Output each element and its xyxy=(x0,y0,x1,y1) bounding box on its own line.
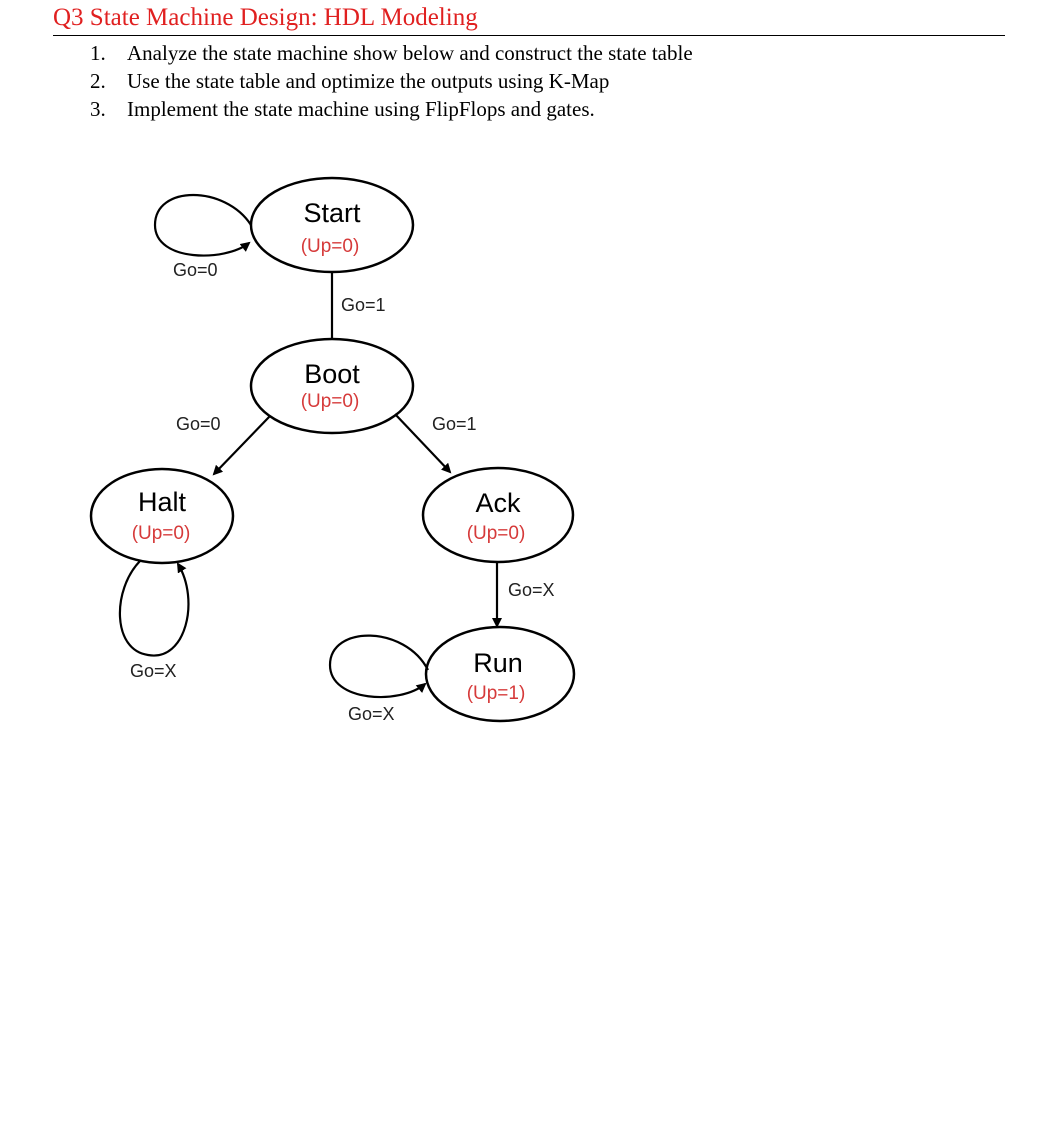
task-text: Use the state table and optimize the outputs using K-Map xyxy=(127,69,610,93)
transition-start-self-arrow xyxy=(155,195,251,256)
transition-ack-run xyxy=(497,562,555,626)
transition-start-boot-label: Go=1 xyxy=(341,295,386,315)
state-ack-name: Ack xyxy=(475,488,521,518)
transition-halt-self xyxy=(120,561,189,681)
state-halt-name: Halt xyxy=(137,487,187,517)
state-start-output: (Up=0) xyxy=(300,236,360,257)
transition-boot-ack xyxy=(395,414,477,472)
task-number: 3. xyxy=(90,97,106,121)
transition-boot-ack-label: Go=1 xyxy=(432,414,477,434)
transition-halt-self-arrow xyxy=(120,561,189,656)
task-text: Implement the state machine using FlipFlops and gates. xyxy=(127,97,595,121)
transition-halt-self-label: Go=X xyxy=(130,661,177,681)
state-run-name: Run xyxy=(473,648,523,678)
state-halt xyxy=(91,469,233,563)
task-number: 1. xyxy=(90,41,106,65)
transition-boot-halt-arrow xyxy=(214,416,270,474)
state-run xyxy=(426,627,574,721)
transition-ack-run-label: Go=X xyxy=(508,580,555,600)
heading-text: Q3 State Machine Design: HDL Modeling xyxy=(53,4,478,31)
state-ack-output: (Up=0) xyxy=(466,523,526,544)
task-number: 2. xyxy=(90,69,106,93)
transition-boot-halt xyxy=(176,414,270,474)
state-boot xyxy=(251,339,413,433)
state-ack xyxy=(423,468,573,562)
task-text: Analyze the state machine show below and construct the state table xyxy=(127,41,693,65)
state-start-name: Start xyxy=(303,198,361,228)
state-run-output: (Up=1) xyxy=(466,683,526,704)
state-halt-output: (Up=0) xyxy=(131,523,191,544)
transition-boot-halt-label: Go=0 xyxy=(176,414,221,434)
transition-run-self-label: Go=X xyxy=(348,704,395,724)
state-boot-output: (Up=0) xyxy=(300,391,360,412)
transition-start-self xyxy=(155,195,251,280)
transition-run-self xyxy=(330,636,428,724)
transition-start-self-label: Go=0 xyxy=(173,260,218,280)
state-boot-name: Boot xyxy=(304,359,360,389)
state-start xyxy=(251,178,413,272)
transition-run-self-arrow xyxy=(330,636,428,697)
